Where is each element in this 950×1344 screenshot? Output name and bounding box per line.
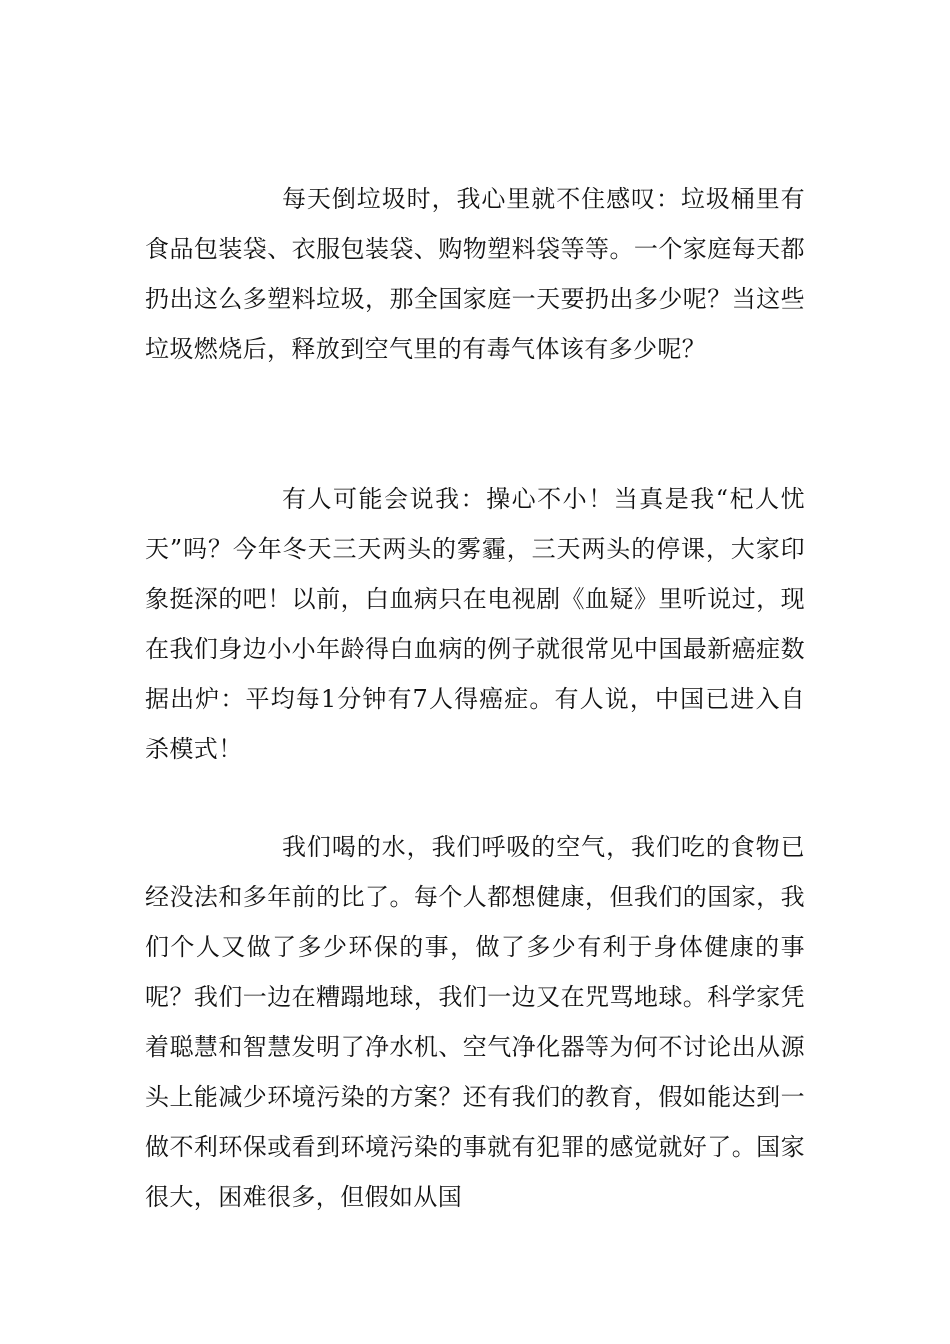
paragraph-3: 我们喝的水，我们呼吸的空气，我们吃的食物已经没法和多年前的比了。每个人都想健康，但我们的国家，我们个人又做了多少环保的事，做了多少有利于身体健康的事呢？我们一边在糟蹋地球，我们一边又在咒骂地球。科学家凭着聪慧和智慧发明了净水机、空气净化器等为何不讨论出从源头上能减少环境污染的方案？还有我们的教育，假如能达到一做不利环保或看到环境污染的事就有犯罪的感觉就好了。国家很大，困难很多，但假如从国 bbox=[145, 833, 805, 1211]
paragraph-2: 有人可能会说我：操心不小！当真是我“杞人忧天”吗？今年冬天三天两头的雾霾，三天两头的停课，大家印象挺深的吧！以前，白血病只在电视剧《血疑》里听说过，现在我们身边小小年龄得白血病的例子就很常见中国最新癌症数据出炉：平均每1分钟有7人得癌症。有人说，中国已进入自杀模式！ bbox=[145, 485, 805, 763]
paragraph-1: 每天倒垃圾时，我心里就不住感叹：垃圾桶里有食品包装袋、衣服包装袋、购物塑料袋等等。一个家庭每天都扔出这么多塑料垃圾，那全国家庭一天要扔出多少呢？当这些垃圾燃烧后，释放到空气里的有毒气体该有多少呢？ bbox=[145, 185, 805, 363]
